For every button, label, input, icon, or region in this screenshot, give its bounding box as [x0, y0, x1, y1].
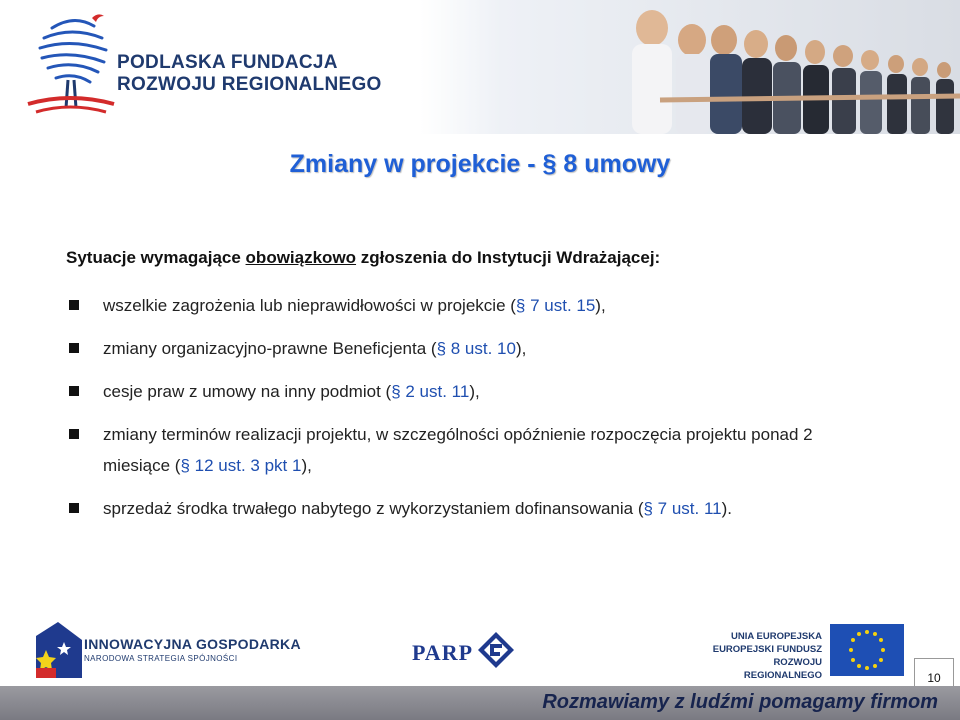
intro-text-before: Sytuacje wymagające [66, 248, 246, 267]
list-item-end: ), [515, 339, 527, 358]
paragraph-reference: § 12 ust. 3 pkt 1 [180, 456, 302, 475]
eu-fund-label [700, 630, 822, 682]
list-item-text: sprzedaż środka trwałego nabytego z wykorzystaniem dofinansowania ( [103, 499, 644, 518]
eu-line3: ROZWOJU REGIONALNEGO [743, 657, 822, 681]
list-item-text: cesje praw z umowy na inny podmiot ( [103, 382, 392, 401]
eu-flag-icon [830, 624, 904, 676]
intro-line [66, 248, 660, 268]
foundation-name-line2: ROZWOJU REGIONALNEGO [117, 74, 382, 95]
list-item [66, 333, 936, 364]
intro-text-after: zgłoszenia do Instytucji Wdrażającej: [356, 248, 661, 267]
list-item-end: ), [301, 456, 312, 475]
innovative-economy-label [84, 636, 301, 663]
foundation-name-line1: PODLASKA FUNDACJA [117, 52, 338, 73]
list-item [66, 376, 936, 407]
requirements-list [66, 290, 936, 536]
paragraph-reference: § 7 ust. 11 [643, 499, 722, 518]
list-item-text: zmiany organizacyjno-prawne Beneficjenta ( [103, 339, 437, 358]
list-item-text: wszelkie zagrożenia lub nieprawidłowości w projekcie ( [103, 296, 516, 315]
slide-footer [0, 608, 960, 720]
intro-underlined-word: obowiązkowo [245, 248, 357, 267]
eu-line2: EUROPEJSKI FUNDUSZ [712, 644, 822, 655]
paragraph-reference: § 8 ust. 10 [436, 339, 516, 358]
parp-logo-text: PARP [412, 640, 474, 665]
list-item-end: ). [721, 499, 733, 518]
eu-line1: UNIA EUROPEJSKA [731, 631, 822, 642]
slide-title: Zmiany w projekcie - § 8 umowy [289, 150, 671, 178]
innovative-economy-title: INNOWACYJNA GOSPODARKA [84, 636, 301, 652]
handshake-people-photo [420, 0, 960, 134]
list-item [66, 290, 936, 321]
slide-header [0, 0, 960, 130]
list-item-end: ), [595, 296, 606, 315]
foundation-name [117, 52, 382, 96]
innovative-economy-logo-icon [36, 622, 82, 678]
slogan-bar [0, 686, 960, 720]
innovative-economy-subtitle: NARODOWA STRATEGIA SPÓJNOŚCI [84, 654, 238, 663]
foundation-logo-icon [22, 8, 118, 120]
page-number: 10 [914, 658, 954, 698]
slogan-text: Rozmawiamy z ludźmi pomagamy firmom [542, 691, 938, 713]
list-item [66, 493, 936, 524]
list-item [66, 419, 863, 481]
list-item-end: ), [469, 382, 480, 401]
parp-logo-icon [478, 632, 514, 668]
list-item-text: zmiany terminów realizacji projektu, w szczególności opóźnienie rozpoczęcia projektu ponad 2 miesiące ( [103, 425, 813, 475]
paragraph-reference: § 7 ust. 15 [515, 296, 596, 315]
paragraph-reference: § 2 ust. 11 [391, 382, 470, 401]
